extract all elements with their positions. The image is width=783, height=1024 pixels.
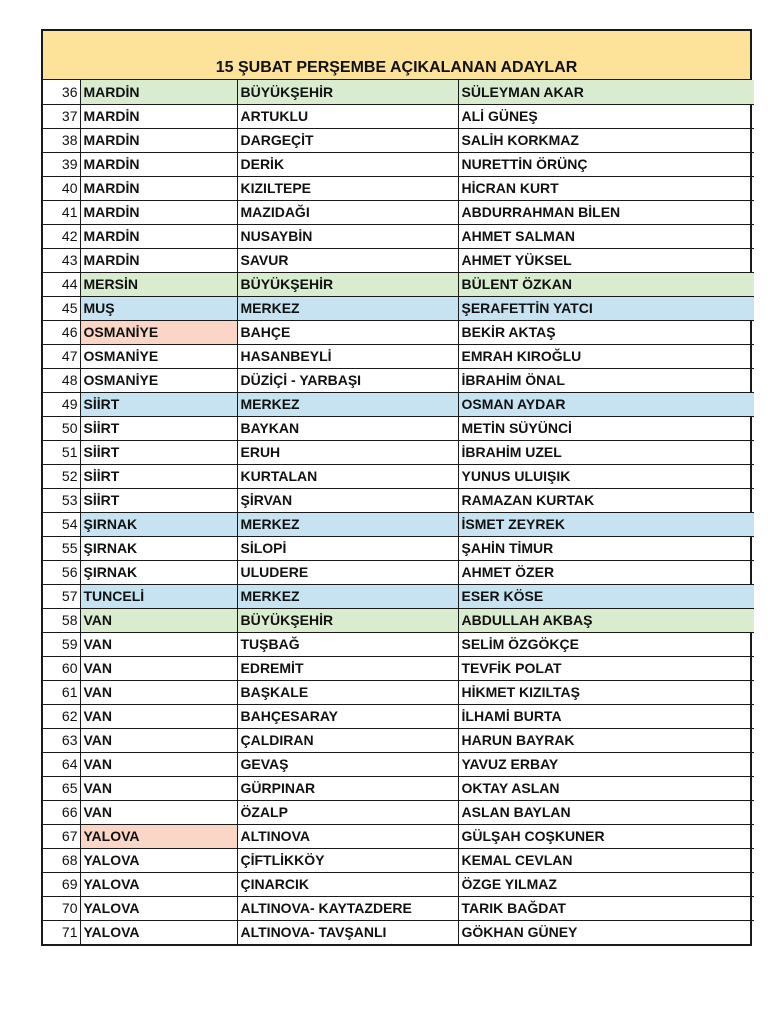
table-row (43, 920, 754, 944)
candidate-cell: AHMET YÜKSEL (458, 248, 754, 272)
table-row (43, 104, 754, 128)
province-cell: VAN (80, 728, 237, 752)
district-cell: ALTINOVA- TAVŞANLI (237, 920, 458, 944)
province-cell: SİİRT (80, 440, 237, 464)
candidate-cell: TEVFİK POLAT (458, 656, 754, 680)
row-number: 64 (43, 752, 80, 776)
candidate-cell: GÖKHAN GÜNEY (458, 920, 754, 944)
candidate-cell: HARUN BAYRAK (458, 728, 754, 752)
row-number: 63 (43, 728, 80, 752)
row-number: 69 (43, 872, 80, 896)
table-row (43, 152, 754, 176)
table-row (43, 320, 754, 344)
district-cell: MERKEZ (237, 584, 458, 608)
row-number: 41 (43, 200, 80, 224)
province-cell: ŞIRNAK (80, 560, 237, 584)
province-cell: YALOVA (80, 896, 237, 920)
candidate-cell: AHMET SALMAN (458, 224, 754, 248)
candidate-cell: OKTAY ASLAN (458, 776, 754, 800)
row-number: 53 (43, 488, 80, 512)
province-cell: YALOVA (80, 872, 237, 896)
row-number: 36 (43, 80, 80, 104)
table-row (43, 296, 754, 320)
candidate-cell: YUNUS ULUIŞIK (458, 464, 754, 488)
table-row (43, 680, 754, 704)
district-cell: ÇINARCIK (237, 872, 458, 896)
candidate-cell: YAVUZ ERBAY (458, 752, 754, 776)
row-number: 55 (43, 536, 80, 560)
district-cell: ARTUKLU (237, 104, 458, 128)
province-cell: MARDİN (80, 128, 237, 152)
candidate-cell: ABDURRAHMAN BİLEN (458, 200, 754, 224)
district-cell: KURTALAN (237, 464, 458, 488)
candidates-table (41, 29, 752, 946)
province-cell: MARDİN (80, 224, 237, 248)
candidate-cell: BEKİR AKTAŞ (458, 320, 754, 344)
candidate-cell: GÜLŞAH COŞKUNER (458, 824, 754, 848)
district-cell: ŞİRVAN (237, 488, 458, 512)
candidate-cell: ALİ GÜNEŞ (458, 104, 754, 128)
district-cell: BÜYÜKŞEHİR (237, 272, 458, 296)
district-cell: MERKEZ (237, 296, 458, 320)
candidate-cell: NURETTİN ÖRÜNÇ (458, 152, 754, 176)
candidate-cell: SÜLEYMAN AKAR (458, 80, 754, 104)
candidate-cell: SELİM ÖZGÖKÇE (458, 632, 754, 656)
province-cell: MERSİN (80, 272, 237, 296)
province-cell: MARDİN (80, 200, 237, 224)
province-cell: MARDİN (80, 104, 237, 128)
province-cell: SİİRT (80, 464, 237, 488)
table-row (43, 584, 754, 608)
table-row (43, 488, 754, 512)
district-cell: GÜRPINAR (237, 776, 458, 800)
row-number: 52 (43, 464, 80, 488)
candidate-cell: SALİH KORKMAZ (458, 128, 754, 152)
district-cell: ALTINOVA- KAYTAZDERE (237, 896, 458, 920)
province-cell: VAN (80, 800, 237, 824)
table-row (43, 464, 754, 488)
province-cell: SİİRT (80, 392, 237, 416)
province-cell: OSMANİYE (80, 368, 237, 392)
table-row (43, 896, 754, 920)
candidate-cell: İLHAMİ BURTA (458, 704, 754, 728)
row-number: 51 (43, 440, 80, 464)
candidate-cell: ASLAN BAYLAN (458, 800, 754, 824)
table-row (43, 800, 754, 824)
table-row (43, 368, 754, 392)
table-row (43, 272, 754, 296)
district-cell: BÜYÜKŞEHİR (237, 608, 458, 632)
district-cell: MERKEZ (237, 392, 458, 416)
district-cell: DARGEÇİT (237, 128, 458, 152)
province-cell: MARDİN (80, 152, 237, 176)
province-cell: ŞIRNAK (80, 512, 237, 536)
table-row (43, 128, 754, 152)
candidate-cell: ESER KÖSE (458, 584, 754, 608)
row-number: 60 (43, 656, 80, 680)
table-row (43, 248, 754, 272)
district-cell: ALTINOVA (237, 824, 458, 848)
province-cell: MARDİN (80, 176, 237, 200)
province-cell: OSMANİYE (80, 344, 237, 368)
table-row (43, 776, 754, 800)
table-row (43, 824, 754, 848)
district-cell: ÇALDIRAN (237, 728, 458, 752)
table-row (43, 392, 754, 416)
row-number: 44 (43, 272, 80, 296)
row-number: 40 (43, 176, 80, 200)
district-cell: ÇİFTLİKKÖY (237, 848, 458, 872)
candidate-cell: HİKMET KIZILTAŞ (458, 680, 754, 704)
row-number: 70 (43, 896, 80, 920)
district-cell: ERUH (237, 440, 458, 464)
table-row (43, 224, 754, 248)
district-cell: EDREMİT (237, 656, 458, 680)
district-cell: KIZILTEPE (237, 176, 458, 200)
table-row (43, 344, 754, 368)
row-number: 47 (43, 344, 80, 368)
candidate-cell: ŞAHİN TİMUR (458, 536, 754, 560)
candidate-cell: OSMAN AYDAR (458, 392, 754, 416)
province-cell: YALOVA (80, 824, 237, 848)
candidate-cell: İBRAHİM ÖNAL (458, 368, 754, 392)
row-number: 49 (43, 392, 80, 416)
table-row (43, 416, 754, 440)
district-cell: ULUDERE (237, 560, 458, 584)
row-number: 48 (43, 368, 80, 392)
row-number: 39 (43, 152, 80, 176)
candidate-cell: EMRAH KIROĞLU (458, 344, 754, 368)
table-row (43, 632, 754, 656)
row-number: 61 (43, 680, 80, 704)
title-row (43, 31, 750, 80)
province-cell: VAN (80, 752, 237, 776)
district-cell: BAYKAN (237, 416, 458, 440)
district-cell: BAHÇESARAY (237, 704, 458, 728)
province-cell: VAN (80, 608, 237, 632)
table-row (43, 80, 754, 104)
table-row (43, 176, 754, 200)
row-number: 59 (43, 632, 80, 656)
district-cell: ÖZALP (237, 800, 458, 824)
row-number: 43 (43, 248, 80, 272)
district-cell: BÜYÜKŞEHİR (237, 80, 458, 104)
table-row (43, 608, 754, 632)
district-cell: DÜZİÇİ - YARBAŞI (237, 368, 458, 392)
candidate-cell: İBRAHİM UZEL (458, 440, 754, 464)
row-number: 42 (43, 224, 80, 248)
table-row (43, 656, 754, 680)
province-cell: SİİRT (80, 416, 237, 440)
candidate-cell: BÜLENT ÖZKAN (458, 272, 754, 296)
province-cell: ŞIRNAK (80, 536, 237, 560)
province-cell: MARDİN (80, 80, 237, 104)
row-number: 66 (43, 800, 80, 824)
row-number: 58 (43, 608, 80, 632)
table-row (43, 536, 754, 560)
district-cell: MAZIDAĞI (237, 200, 458, 224)
table-row (43, 752, 754, 776)
province-cell: VAN (80, 632, 237, 656)
table-row (43, 440, 754, 464)
row-number: 65 (43, 776, 80, 800)
row-number: 71 (43, 920, 80, 944)
row-number: 38 (43, 128, 80, 152)
candidate-cell: HİCRAN KURT (458, 176, 754, 200)
province-cell: VAN (80, 776, 237, 800)
table-row (43, 848, 754, 872)
district-cell: BAHÇE (237, 320, 458, 344)
candidate-cell: ABDULLAH AKBAŞ (458, 608, 754, 632)
province-cell: OSMANİYE (80, 320, 237, 344)
province-cell: VAN (80, 656, 237, 680)
candidate-cell: METİN SÜYÜNCİ (458, 416, 754, 440)
row-number: 54 (43, 512, 80, 536)
table-row (43, 872, 754, 896)
table-row (43, 704, 754, 728)
district-cell: GEVAŞ (237, 752, 458, 776)
province-cell: MUŞ (80, 296, 237, 320)
district-cell: SİLOPİ (237, 536, 458, 560)
candidate-cell: RAMAZAN KURTAK (458, 488, 754, 512)
candidate-cell: ŞERAFETTİN YATCI (458, 296, 754, 320)
row-number: 68 (43, 848, 80, 872)
district-cell: NUSAYBİN (237, 224, 458, 248)
candidate-cell: KEMAL CEVLAN (458, 848, 754, 872)
table-row (43, 560, 754, 584)
row-number: 62 (43, 704, 80, 728)
district-cell: TUŞBAĞ (237, 632, 458, 656)
candidate-cell: TARIK BAĞDAT (458, 896, 754, 920)
table-row (43, 200, 754, 224)
row-number: 37 (43, 104, 80, 128)
candidate-cell: İSMET ZEYREK (458, 512, 754, 536)
district-cell: BAŞKALE (237, 680, 458, 704)
table-row (43, 728, 754, 752)
page-title: 15 ŞUBAT PERŞEMBE AÇIKALANAN ADAYLAR (215, 59, 578, 76)
district-cell: DERİK (237, 152, 458, 176)
province-cell: YALOVA (80, 920, 237, 944)
province-cell: VAN (80, 680, 237, 704)
row-number: 57 (43, 584, 80, 608)
table-row (43, 512, 754, 536)
candidate-cell: AHMET ÖZER (458, 560, 754, 584)
candidate-grid (43, 80, 754, 944)
province-cell: YALOVA (80, 848, 237, 872)
district-cell: MERKEZ (237, 512, 458, 536)
district-cell: SAVUR (237, 248, 458, 272)
row-number: 45 (43, 296, 80, 320)
row-number: 50 (43, 416, 80, 440)
province-cell: TUNCELİ (80, 584, 237, 608)
candidate-cell: ÖZGE YILMAZ (458, 872, 754, 896)
province-cell: VAN (80, 704, 237, 728)
district-cell: HASANBEYLİ (237, 344, 458, 368)
row-number: 56 (43, 560, 80, 584)
row-number: 46 (43, 320, 80, 344)
row-number: 67 (43, 824, 80, 848)
province-cell: SİİRT (80, 488, 237, 512)
province-cell: MARDİN (80, 248, 237, 272)
